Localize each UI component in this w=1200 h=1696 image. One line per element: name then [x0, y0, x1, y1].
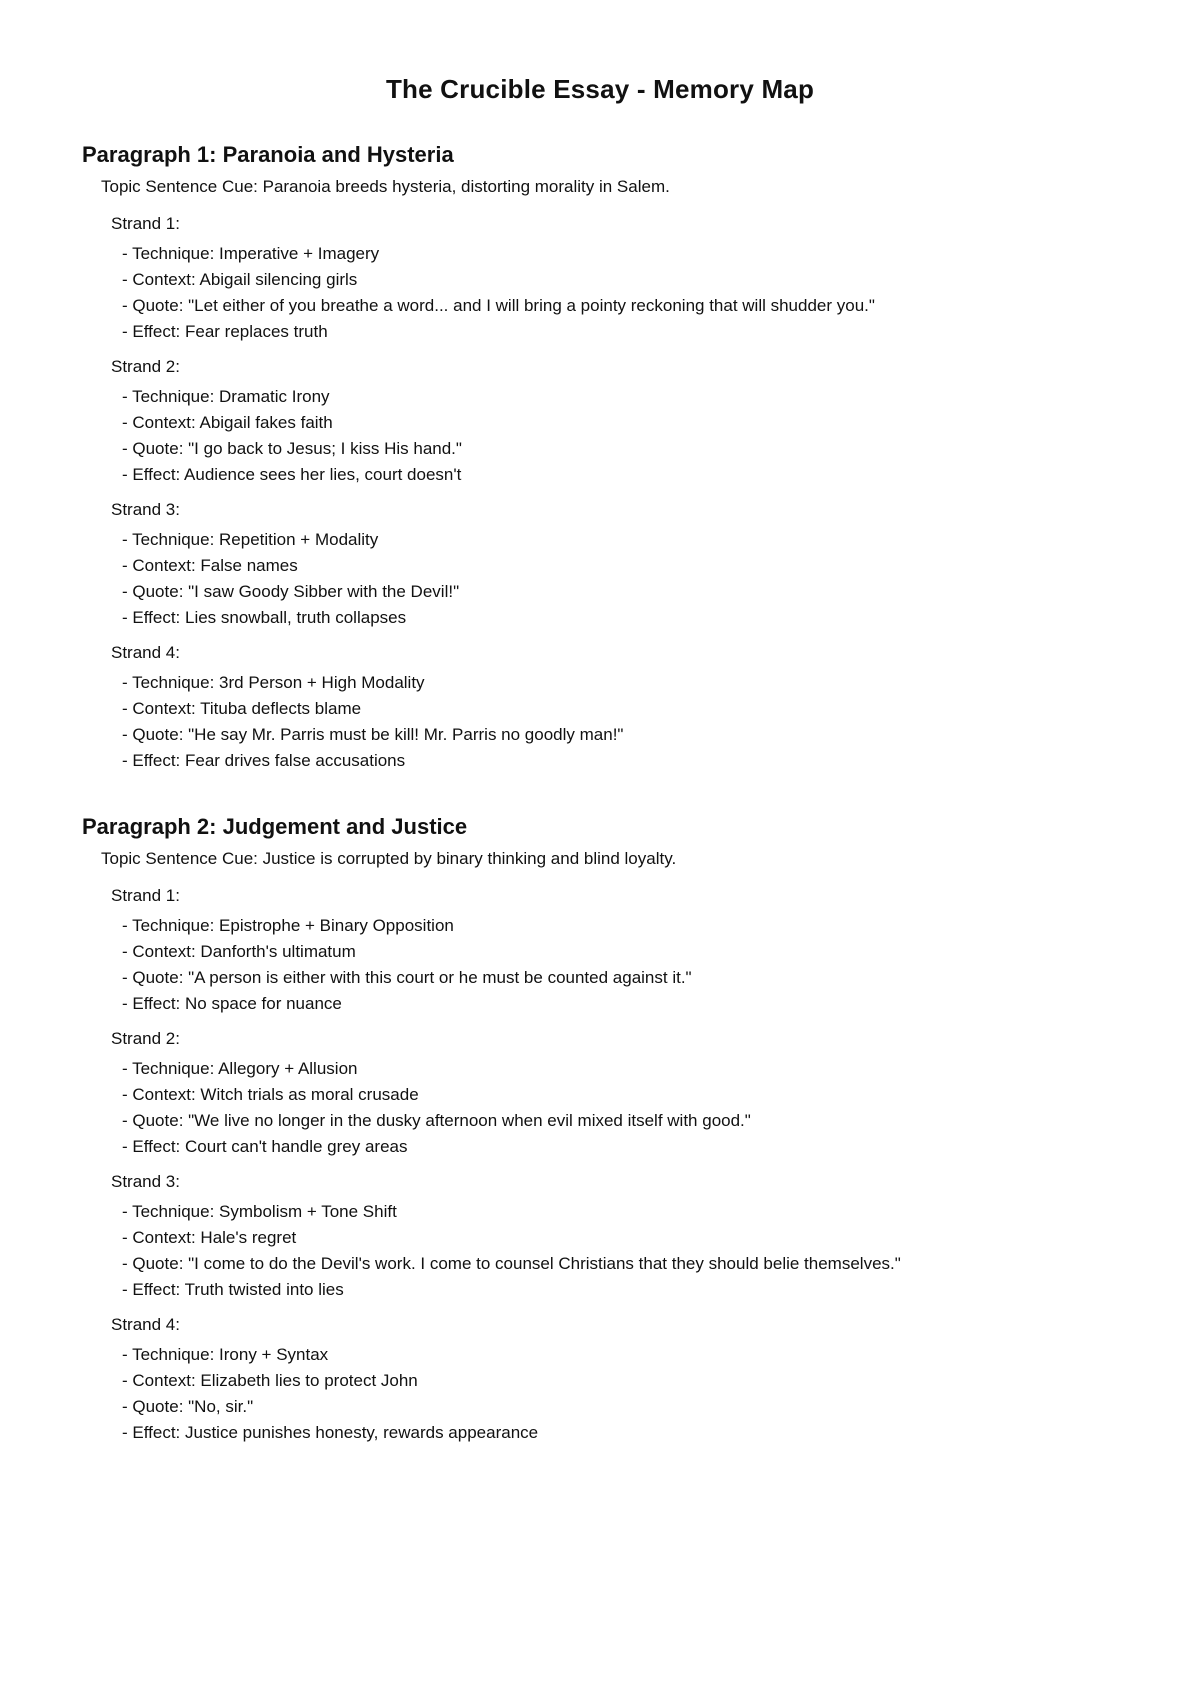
strand-label: Strand 3:	[111, 500, 180, 519]
strand-label: Strand 1:	[111, 886, 180, 905]
effect-line: - Effect: Fear drives false accusations	[122, 751, 406, 770]
context-line: - Context: Danforth's ultimatum	[122, 942, 356, 961]
context-line: - Context: Abigail silencing girls	[122, 270, 358, 289]
technique-line: - Technique: Repetition + Modality	[122, 530, 379, 549]
context-line: - Context: Tituba deflects blame	[122, 699, 362, 718]
technique-line: - Technique: Irony + Syntax	[122, 1345, 329, 1364]
topic-sentence-cue: Topic Sentence Cue: Paranoia breeds hysteria, distorting morality in Salem.	[101, 177, 670, 196]
quote-line: - Quote: "Let either of you breathe a word... and I will bring a pointy reckoning that will shudder you."	[122, 296, 875, 315]
technique-line: - Technique: Symbolism + Tone Shift	[122, 1202, 397, 1221]
context-line: - Context: False names	[122, 556, 298, 575]
technique-line: - Technique: Epistrophe + Binary Opposition	[122, 916, 454, 935]
strand-block	[111, 211, 1142, 345]
strand-block	[111, 1026, 1142, 1160]
strand-label: Strand 3:	[111, 1172, 180, 1191]
technique-line: - Technique: Imperative + Imagery	[122, 244, 380, 263]
paragraph-2-section	[82, 810, 1142, 1446]
strand-label: Strand 1:	[111, 214, 180, 233]
quote-line: - Quote: "I come to do the Devil's work. I come to counsel Christians that they should belie themselves."	[122, 1254, 901, 1273]
context-line: - Context: Abigail fakes faith	[122, 413, 333, 432]
effect-line: - Effect: Court can't handle grey areas	[122, 1137, 408, 1156]
effect-line: - Effect: Fear replaces truth	[122, 322, 328, 341]
effect-line: - Effect: Justice punishes honesty, rewards appearance	[122, 1423, 539, 1442]
quote-line: - Quote: "I saw Goody Sibber with the Devil!"	[122, 582, 460, 601]
quote-line: - Quote: "A person is either with this court or he must be counted against it."	[122, 968, 692, 987]
paragraph-heading: Paragraph 1: Paranoia and Hysteria	[82, 142, 454, 167]
paragraph-1-section	[82, 138, 1142, 774]
effect-line: - Effect: Lies snowball, truth collapses	[122, 608, 407, 627]
effect-line: - Effect: Truth twisted into lies	[122, 1280, 344, 1299]
context-line: - Context: Hale's regret	[122, 1228, 297, 1247]
quote-line: - Quote: "We live no longer in the dusky afternoon when evil mixed itself with good."	[122, 1111, 751, 1130]
context-line: - Context: Elizabeth lies to protect John	[122, 1371, 418, 1390]
context-line: - Context: Witch trials as moral crusade	[122, 1085, 419, 1104]
quote-line: - Quote: "He say Mr. Parris must be kill! Mr. Parris no goodly man!"	[122, 725, 624, 744]
technique-line: - Technique: 3rd Person + High Modality	[122, 673, 425, 692]
effect-line: - Effect: Audience sees her lies, court doesn't	[122, 465, 462, 484]
strand-block	[111, 354, 1142, 488]
strand-block	[111, 1312, 1142, 1446]
strand-block	[111, 1169, 1142, 1303]
paragraph-heading: Paragraph 2: Judgement and Justice	[82, 814, 468, 839]
strand-label: Strand 4:	[111, 1315, 180, 1334]
strand-label: Strand 4:	[111, 643, 180, 662]
strand-label: Strand 2:	[111, 357, 180, 376]
strand-block	[111, 640, 1142, 774]
document-title: The Crucible Essay - Memory Map	[385, 74, 815, 104]
technique-line: - Technique: Dramatic Irony	[122, 387, 330, 406]
quote-line: - Quote: "No, sir."	[122, 1397, 254, 1416]
strand-block	[111, 497, 1142, 631]
topic-sentence-cue: Topic Sentence Cue: Justice is corrupted by binary thinking and blind loyalty.	[101, 849, 677, 868]
technique-line: - Technique: Allegory + Allusion	[122, 1059, 358, 1078]
strand-block	[111, 883, 1142, 1017]
quote-line: - Quote: "I go back to Jesus; I kiss His hand."	[122, 439, 462, 458]
strand-label: Strand 2:	[111, 1029, 180, 1048]
effect-line: - Effect: No space for nuance	[122, 994, 342, 1013]
